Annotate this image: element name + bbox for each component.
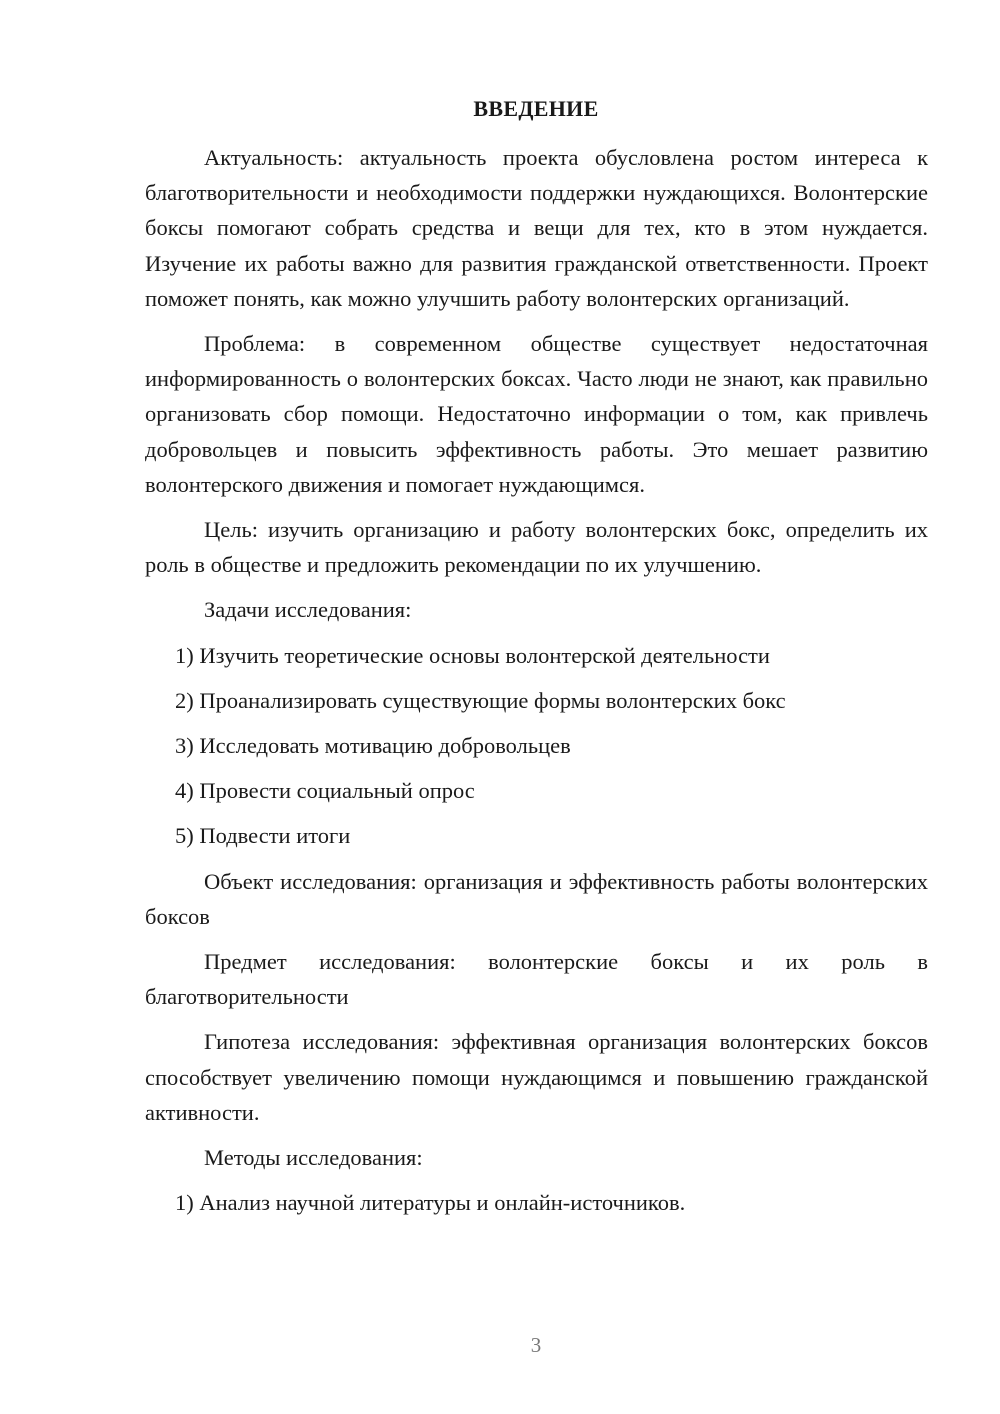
methods-title: Методы исследования: [204, 1145, 423, 1171]
tasks-title: Задачи исследования: [204, 597, 412, 623]
page-number: 3 [530, 1333, 542, 1357]
section-heading: ВВЕДЕНИЕ [473, 96, 599, 121]
object-paragraph: Объект исследования: организация и эффективность работы волонтерских боксов [145, 868, 928, 929]
task-item: 3) Исследовать мотивацию добровольцев [175, 733, 571, 759]
task-item: 2) Проанализировать существующие формы волонтерских бокс [175, 687, 786, 713]
body-text [145, 140, 928, 1230]
task-item: 5) Подвести итоги [175, 823, 351, 849]
relevance-paragraph: Актуальность: актуальность проекта обусловлена ростом интереса к благотворительности и необходимости поддержки нуждающихся. Волонтерские боксы помогают собрать средства и вещи для тех, кто в этом нуждается. Изучение их работы важно для развития гражданской ответственности. Проект поможет понять, как можно улучшить работу волонтерских организаций. [145, 145, 928, 311]
subject-paragraph: Предмет исследования: волонтерские боксы и их роль в благотворительности [145, 949, 928, 1010]
method-item: 1) Анализ научной литературы и онлайн-источников. [175, 1190, 686, 1216]
problem-paragraph: Проблема: в современном обществе существует недостаточная информированность о волонтерских боксах. Часто люди не знают, как правильно организовать сбор помощи. Недостаточно информации о том, как привлечь добровольцев и повысить эффективность работы. Это мешает развитию волонтерского движения и помогает нуждающимся. [145, 331, 928, 497]
task-item: 1) Изучить теоретические основы волонтерской деятельности [175, 642, 770, 668]
hypothesis-paragraph: Гипотеза исследования: эффективная организация волонтерских боксов способствует увеличению помощи нуждающимся и повышению гражданской активности. [145, 1029, 928, 1125]
goal-paragraph: Цель: изучить организацию и работу волонтерских бокс, определить их роль в обществе и предложить рекомендации по их улучшению. [145, 517, 928, 578]
task-item: 4) Провести социальный опрос [175, 778, 475, 804]
